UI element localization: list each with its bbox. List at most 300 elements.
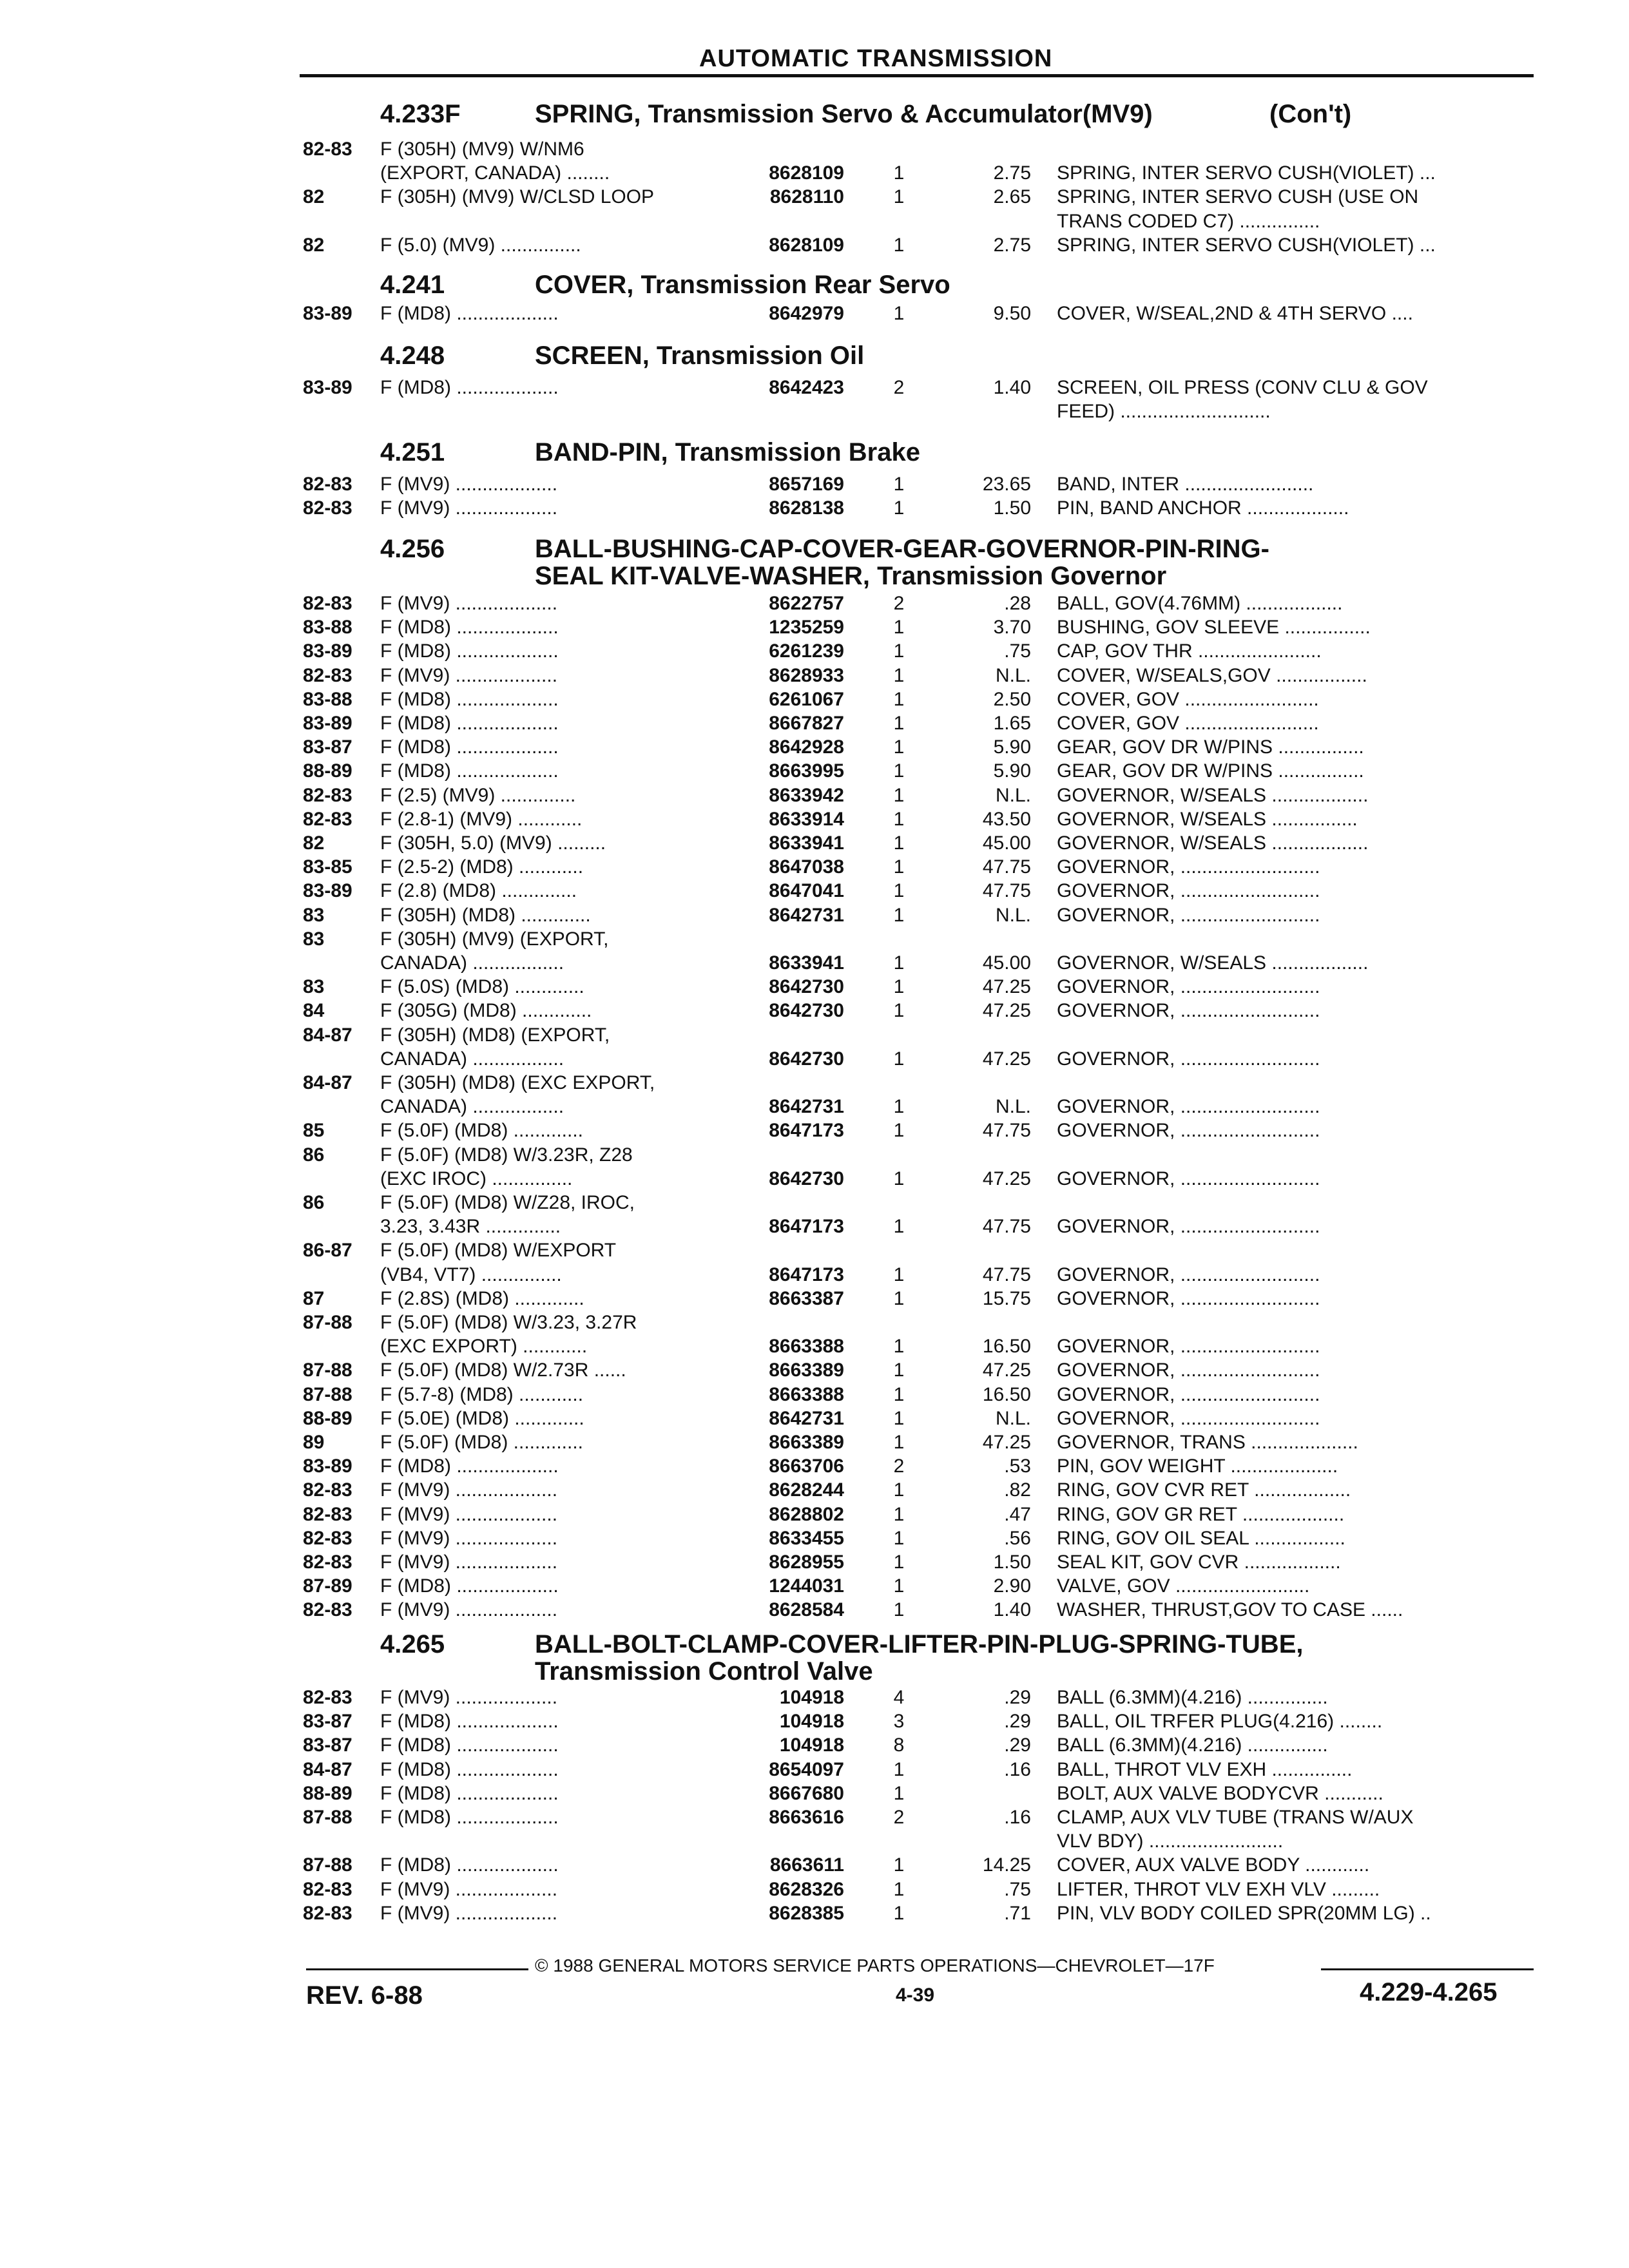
model-year: 82-83 bbox=[303, 1552, 352, 1573]
application: F (305H) (MV9) W/CLSD LOOP bbox=[380, 186, 655, 208]
model-year: 87-88 bbox=[303, 1383, 352, 1405]
quantity: 1 bbox=[893, 1168, 905, 1189]
description: SPRING, INTER SERVO CUSH (USE ON bbox=[1057, 186, 1419, 208]
application: F (MV9) ................... bbox=[380, 1599, 558, 1621]
application: (EXC EXPORT) ............ bbox=[380, 1336, 588, 1358]
part-number: 8663388 bbox=[769, 1383, 844, 1405]
quantity: 1 bbox=[893, 1432, 905, 1453]
quantity: 1 bbox=[893, 1854, 905, 1876]
application: (EXC IROC) ............... bbox=[380, 1168, 573, 1189]
model-year: 87-88 bbox=[303, 1807, 352, 1828]
model-year: 82-83 bbox=[303, 1527, 352, 1549]
price: 47.75 bbox=[982, 1120, 1031, 1142]
model-year: 83-89 bbox=[303, 1456, 352, 1477]
model-year: 82-83 bbox=[303, 808, 352, 830]
quantity: 2 bbox=[893, 1807, 905, 1828]
application: F (305H) (MV9) W/NM6 bbox=[380, 139, 584, 160]
quantity: 1 bbox=[893, 1287, 905, 1309]
model-year: 83-88 bbox=[303, 688, 352, 710]
quantity: 1 bbox=[893, 688, 905, 710]
section-number: 4.241 bbox=[380, 271, 445, 299]
quantity: 1 bbox=[893, 640, 905, 662]
description: GOVERNOR, W/SEALS .................. bbox=[1057, 784, 1369, 806]
price: N.L. bbox=[995, 1407, 1031, 1429]
application: F (5.0F) (MD8) W/3.23, 3.27R bbox=[380, 1312, 637, 1333]
quantity: 1 bbox=[893, 1048, 905, 1070]
section-heading bbox=[380, 1630, 1304, 1686]
part-number: 8628326 bbox=[769, 1878, 844, 1900]
model-year: 84-87 bbox=[303, 1072, 352, 1093]
model-year: 83-87 bbox=[303, 1711, 352, 1733]
application: F (2.5) (MV9) .............. bbox=[380, 784, 576, 806]
part-number: 1235259 bbox=[769, 617, 844, 639]
description: BOLT, AUX VALVE BODYCVR ........... bbox=[1057, 1782, 1383, 1804]
price: 47.25 bbox=[982, 1432, 1031, 1453]
description: SPRING, INTER SERVO CUSH(VIOLET) ... bbox=[1057, 234, 1436, 256]
model-year: 82-83 bbox=[303, 1687, 352, 1708]
model-year: 82 bbox=[303, 832, 325, 854]
description: SPRING, INTER SERVO CUSH(VIOLET) ... bbox=[1057, 162, 1436, 184]
quantity: 1 bbox=[893, 904, 905, 926]
part-number: 6261239 bbox=[769, 640, 844, 662]
price: 47.25 bbox=[982, 1000, 1031, 1022]
quantity: 1 bbox=[893, 1407, 905, 1429]
price: .16 bbox=[1004, 1758, 1031, 1780]
section-title: BALL-BUSHING-CAP-COVER-GEAR-GOVERNOR-PIN-RING- bbox=[535, 535, 1269, 563]
price: 1.40 bbox=[993, 1599, 1031, 1621]
application: F (MD8) ................... bbox=[380, 1782, 559, 1804]
application: F (5.0F) (MD8) W/Z28, IROC, bbox=[380, 1192, 635, 1213]
model-year: 84-87 bbox=[303, 1024, 352, 1046]
price: 47.75 bbox=[982, 856, 1031, 878]
price: 47.25 bbox=[982, 1048, 1031, 1070]
section-title-line2: Transmission Control Valve bbox=[535, 1657, 873, 1686]
quantity: 1 bbox=[893, 808, 905, 830]
part-number: 8663387 bbox=[769, 1287, 844, 1309]
quantity: 1 bbox=[893, 186, 905, 208]
description: VLV BDY) ......................... bbox=[1057, 1831, 1284, 1852]
part-number: 104918 bbox=[779, 1711, 844, 1733]
part-number: 8654097 bbox=[769, 1758, 844, 1780]
description: GOVERNOR, W/SEALS .................. bbox=[1057, 952, 1369, 974]
description: COVER, W/SEAL,2ND & 4TH SERVO .... bbox=[1057, 303, 1413, 324]
application: F (MD8) ................... bbox=[380, 617, 559, 639]
model-year: 83-88 bbox=[303, 617, 352, 639]
price: 47.25 bbox=[982, 1168, 1031, 1189]
quantity: 1 bbox=[893, 664, 905, 686]
section-number: 4.265 bbox=[380, 1630, 445, 1658]
description: SCREEN, OIL PRESS (CONV CLU & GOV bbox=[1057, 377, 1428, 398]
quantity: 1 bbox=[893, 162, 905, 184]
description: GOVERNOR, .......................... bbox=[1057, 904, 1320, 926]
model-year: 86 bbox=[303, 1192, 325, 1213]
model-year: 86-87 bbox=[303, 1240, 352, 1262]
quantity: 1 bbox=[893, 1902, 905, 1924]
section-number: 4.251 bbox=[380, 438, 445, 466]
quantity: 1 bbox=[893, 760, 905, 782]
model-year: 83 bbox=[303, 976, 325, 998]
quantity: 1 bbox=[893, 952, 905, 974]
description: BALL (6.3MM)(4.216) ............... bbox=[1057, 1735, 1328, 1756]
quantity: 1 bbox=[893, 1120, 905, 1142]
price: 1.50 bbox=[993, 1552, 1031, 1573]
price: 2.75 bbox=[993, 162, 1031, 184]
page-header: AUTOMATIC TRANSMISSION bbox=[699, 45, 1053, 72]
price: 47.25 bbox=[982, 976, 1031, 998]
section-range: 4.229-4.265 bbox=[1360, 1978, 1498, 2006]
part-number: 8622757 bbox=[769, 593, 844, 614]
model-year: 87-88 bbox=[303, 1312, 352, 1333]
price: 45.00 bbox=[982, 832, 1031, 854]
part-number: 8642730 bbox=[769, 976, 844, 998]
description: GOVERNOR, .......................... bbox=[1057, 1383, 1320, 1405]
description: GOVERNOR, W/SEALS ................ bbox=[1057, 808, 1358, 830]
model-year: 82-83 bbox=[303, 784, 352, 806]
description: CLAMP, AUX VLV TUBE (TRANS W/AUX bbox=[1057, 1807, 1414, 1828]
quantity: 1 bbox=[893, 1096, 905, 1118]
quantity: 1 bbox=[893, 1264, 905, 1285]
quantity: 1 bbox=[893, 1599, 905, 1621]
part-number: 8642423 bbox=[769, 377, 844, 398]
application: F (MV9) ................... bbox=[380, 1552, 558, 1573]
price: 15.75 bbox=[982, 1287, 1031, 1309]
application: F (MV9) ................... bbox=[380, 1902, 558, 1924]
quantity: 1 bbox=[893, 1216, 905, 1238]
price: 45.00 bbox=[982, 952, 1031, 974]
quantity: 1 bbox=[893, 976, 905, 998]
application: F (MV9) ................... bbox=[380, 1878, 558, 1900]
quantity: 1 bbox=[893, 1503, 905, 1525]
application: F (MD8) ................... bbox=[380, 1456, 559, 1477]
price: 43.50 bbox=[982, 808, 1031, 830]
description: WASHER, THRUST,GOV TO CASE ...... bbox=[1057, 1599, 1403, 1621]
part-number: 104918 bbox=[779, 1687, 844, 1708]
price: 47.75 bbox=[982, 880, 1031, 902]
quantity: 2 bbox=[893, 1456, 905, 1477]
description: GOVERNOR, .......................... bbox=[1057, 1407, 1320, 1429]
price: 1.65 bbox=[993, 713, 1031, 734]
application: F (MD8) ................... bbox=[380, 1854, 559, 1876]
description: PIN, BAND ANCHOR ................... bbox=[1057, 497, 1349, 519]
part-number: 8663616 bbox=[769, 1807, 844, 1828]
model-year: 83-87 bbox=[303, 1735, 352, 1756]
application: (VB4, VT7) ............... bbox=[380, 1264, 562, 1285]
part-number: 8642730 bbox=[769, 1168, 844, 1189]
quantity: 1 bbox=[893, 784, 905, 806]
part-number: 8633455 bbox=[769, 1527, 844, 1549]
application: F (2.8S) (MD8) ............. bbox=[380, 1287, 584, 1309]
part-number: 8642928 bbox=[769, 736, 844, 758]
description: GOVERNOR, .......................... bbox=[1057, 856, 1320, 878]
quantity: 4 bbox=[893, 1687, 905, 1708]
description: GOVERNOR, .......................... bbox=[1057, 1287, 1320, 1309]
model-year: 82-83 bbox=[303, 497, 352, 519]
model-year: 87-88 bbox=[303, 1854, 352, 1876]
quantity: 1 bbox=[893, 1878, 905, 1900]
section-heading bbox=[380, 271, 950, 300]
application: F (MD8) ................... bbox=[380, 303, 559, 324]
price: 2.50 bbox=[993, 688, 1031, 710]
part-number: 8663706 bbox=[769, 1456, 844, 1477]
application: F (5.7-8) (MD8) ............ bbox=[380, 1383, 584, 1405]
application: F (5.0) (MV9) ............... bbox=[380, 234, 581, 256]
price: 2.90 bbox=[993, 1575, 1031, 1597]
part-number: 6261067 bbox=[769, 688, 844, 710]
application: F (305H, 5.0) (MV9) ......... bbox=[380, 832, 606, 854]
section-title: SPRING, Transmission Servo & Accumulator(MV9) bbox=[535, 100, 1153, 128]
part-number: 8633941 bbox=[769, 952, 844, 974]
price: .71 bbox=[1004, 1902, 1031, 1924]
description: RING, GOV CVR RET .................. bbox=[1057, 1479, 1351, 1501]
section-title: BALL-BOLT-CLAMP-COVER-LIFTER-PIN-PLUG-SPRING-TUBE, bbox=[535, 1630, 1304, 1658]
part-number: 8633914 bbox=[769, 808, 844, 830]
description: RING, GOV OIL SEAL ................. bbox=[1057, 1527, 1345, 1549]
price: .29 bbox=[1004, 1687, 1031, 1708]
part-number: 8628138 bbox=[769, 497, 844, 519]
price: 14.25 bbox=[982, 1854, 1031, 1876]
part-number: 8628955 bbox=[769, 1552, 844, 1573]
part-number: 1244031 bbox=[769, 1575, 844, 1597]
section-number: 4.248 bbox=[380, 341, 445, 370]
quantity: 1 bbox=[893, 1336, 905, 1358]
quantity: 1 bbox=[893, 713, 905, 734]
part-number: 8647173 bbox=[769, 1216, 844, 1238]
model-year: 82-83 bbox=[303, 1479, 352, 1501]
quantity: 1 bbox=[893, 1000, 905, 1022]
model-year: 85 bbox=[303, 1120, 325, 1142]
application: F (5.0S) (MD8) ............. bbox=[380, 976, 584, 998]
model-year: 89 bbox=[303, 1432, 325, 1453]
description: GOVERNOR, TRANS .................... bbox=[1057, 1432, 1358, 1453]
model-year: 83-87 bbox=[303, 736, 352, 758]
quantity: 1 bbox=[893, 1575, 905, 1597]
section-title: SCREEN, Transmission Oil bbox=[535, 341, 865, 370]
price: 1.50 bbox=[993, 497, 1031, 519]
description: GOVERNOR, .......................... bbox=[1057, 880, 1320, 902]
model-year: 82 bbox=[303, 186, 325, 208]
application: F (5.0F) (MD8) ............. bbox=[380, 1432, 584, 1453]
application: F (5.0F) (MD8) W/2.73R ...... bbox=[380, 1360, 626, 1381]
application: F (MD8) ................... bbox=[380, 1575, 559, 1597]
price: .29 bbox=[1004, 1735, 1031, 1756]
application: F (MV9) ................... bbox=[380, 497, 558, 519]
application: F (MD8) ................... bbox=[380, 713, 559, 734]
part-number: 8642979 bbox=[769, 303, 844, 324]
description: GOVERNOR, .......................... bbox=[1057, 1336, 1320, 1358]
price: 2.75 bbox=[993, 234, 1031, 256]
model-year: 83-89 bbox=[303, 713, 352, 734]
part-number: 8628933 bbox=[769, 664, 844, 686]
section-heading bbox=[380, 438, 920, 467]
application: F (5.0E) (MD8) ............. bbox=[380, 1407, 584, 1429]
quantity: 1 bbox=[893, 474, 905, 495]
quantity: 1 bbox=[893, 1479, 905, 1501]
application: F (5.0F) (MD8) ............. bbox=[380, 1120, 584, 1142]
quantity: 1 bbox=[893, 1360, 905, 1381]
description: BALL, GOV(4.76MM) .................. bbox=[1057, 593, 1343, 614]
price: 16.50 bbox=[982, 1383, 1031, 1405]
model-year: 83 bbox=[303, 904, 325, 926]
application: F (MD8) ................... bbox=[380, 1807, 559, 1828]
application: 3.23, 3.43R .............. bbox=[380, 1216, 561, 1238]
quantity: 1 bbox=[893, 1527, 905, 1549]
description: RING, GOV GR RET ................... bbox=[1057, 1503, 1345, 1525]
model-year: 83-89 bbox=[303, 377, 352, 398]
application: F (5.0F) (MD8) W/3.23R, Z28 bbox=[380, 1144, 633, 1166]
footer-copyright: © 1988 GENERAL MOTORS SERVICE PARTS OPERATIONS—CHEVROLET—17F bbox=[535, 1956, 1215, 1975]
description: GOVERNOR, .......................... bbox=[1057, 1168, 1320, 1189]
quantity: 1 bbox=[893, 234, 905, 256]
quantity: 1 bbox=[893, 497, 905, 519]
application: CANADA) ................. bbox=[380, 952, 564, 974]
description: BALL (6.3MM)(4.216) ............... bbox=[1057, 1687, 1328, 1708]
price: 47.75 bbox=[982, 1264, 1031, 1285]
part-number: 8633941 bbox=[769, 832, 844, 854]
quantity: 1 bbox=[893, 880, 905, 902]
quantity: 1 bbox=[893, 1782, 905, 1804]
model-year: 86 bbox=[303, 1144, 325, 1166]
section-number: 4.233F bbox=[380, 100, 461, 128]
revision-label: REV. 6-88 bbox=[306, 1981, 423, 2010]
quantity: 1 bbox=[893, 1552, 905, 1573]
part-number: 8642731 bbox=[769, 1096, 844, 1118]
quantity: 1 bbox=[893, 736, 905, 758]
price: 47.75 bbox=[982, 1216, 1031, 1238]
part-number: 8663995 bbox=[769, 760, 844, 782]
model-year: 83-89 bbox=[303, 303, 352, 324]
price: 9.50 bbox=[993, 303, 1031, 324]
part-number: 8628802 bbox=[769, 1503, 844, 1525]
price: N.L. bbox=[995, 1096, 1031, 1118]
description: SEAL KIT, GOV CVR .................. bbox=[1057, 1552, 1341, 1573]
part-number: 8647173 bbox=[769, 1120, 844, 1142]
description: BAND, INTER ........................ bbox=[1057, 474, 1314, 495]
part-number: 8642731 bbox=[769, 904, 844, 926]
application: F (MV9) ................... bbox=[380, 664, 558, 686]
application: (EXPORT, CANADA) ........ bbox=[380, 162, 610, 184]
part-number: 8647173 bbox=[769, 1264, 844, 1285]
description: GOVERNOR, .......................... bbox=[1057, 1120, 1320, 1142]
application: F (MD8) ................... bbox=[380, 640, 559, 662]
part-number: 8628109 bbox=[769, 162, 844, 184]
model-year: 88-89 bbox=[303, 1407, 352, 1429]
model-year: 83-89 bbox=[303, 880, 352, 902]
model-year: 84 bbox=[303, 1000, 325, 1022]
quantity: 1 bbox=[893, 832, 905, 854]
quantity: 8 bbox=[893, 1735, 905, 1756]
model-year: 87-88 bbox=[303, 1360, 352, 1381]
description: GEAR, GOV DR W/PINS ................ bbox=[1057, 736, 1364, 758]
footer-rule-left bbox=[306, 1968, 528, 1970]
description: COVER, GOV ......................... bbox=[1057, 713, 1319, 734]
part-number: 8628109 bbox=[769, 234, 844, 256]
part-number: 8657169 bbox=[769, 474, 844, 495]
quantity: 1 bbox=[893, 1383, 905, 1405]
description: BALL, OIL TRFER PLUG(4.216) ........ bbox=[1057, 1711, 1383, 1733]
quantity: 1 bbox=[893, 303, 905, 324]
section-title: BAND-PIN, Transmission Brake bbox=[535, 438, 920, 466]
price: 1.40 bbox=[993, 377, 1031, 398]
model-year: 82-83 bbox=[303, 1902, 352, 1924]
description: GEAR, GOV DR W/PINS ................ bbox=[1057, 760, 1364, 782]
application: F (2.5-2) (MD8) ............ bbox=[380, 856, 584, 878]
description: GOVERNOR, .......................... bbox=[1057, 1216, 1320, 1238]
price: N.L. bbox=[995, 664, 1031, 686]
application: F (MV9) ................... bbox=[380, 1479, 558, 1501]
part-number: 8642730 bbox=[769, 1000, 844, 1022]
model-year: 88-89 bbox=[303, 760, 352, 782]
part-number: 8628385 bbox=[769, 1902, 844, 1924]
quantity: 1 bbox=[893, 617, 905, 639]
description: LIFTER, THROT VLV EXH VLV ......... bbox=[1057, 1878, 1380, 1900]
application: F (MV9) ................... bbox=[380, 474, 558, 495]
price: .16 bbox=[1004, 1807, 1031, 1828]
price: .53 bbox=[1004, 1456, 1031, 1477]
part-number: 8633942 bbox=[769, 784, 844, 806]
price: .56 bbox=[1004, 1527, 1031, 1549]
description: VALVE, GOV ......................... bbox=[1057, 1575, 1310, 1597]
description: COVER, W/SEALS,GOV ................. bbox=[1057, 664, 1367, 686]
model-year: 87 bbox=[303, 1287, 325, 1309]
model-year: 84-87 bbox=[303, 1758, 352, 1780]
price: 2.65 bbox=[993, 186, 1031, 208]
price: .28 bbox=[1004, 593, 1031, 614]
part-number: 8663389 bbox=[769, 1432, 844, 1453]
price: .82 bbox=[1004, 1479, 1031, 1501]
application: F (5.0F) (MD8) W/EXPORT bbox=[380, 1240, 617, 1262]
model-year: 82-83 bbox=[303, 474, 352, 495]
model-year: 82-83 bbox=[303, 593, 352, 614]
section-continued: (Con't) bbox=[1269, 100, 1352, 128]
part-number: 8647038 bbox=[769, 856, 844, 878]
page-number: 4-39 bbox=[896, 1984, 935, 2006]
description: PIN, GOV WEIGHT .................... bbox=[1057, 1456, 1338, 1477]
quantity: 2 bbox=[893, 593, 905, 614]
price: .47 bbox=[1004, 1503, 1031, 1525]
part-number: 8663611 bbox=[769, 1854, 844, 1876]
part-number: 8628584 bbox=[769, 1599, 844, 1621]
part-number: 8667827 bbox=[769, 713, 844, 734]
part-number: 104918 bbox=[779, 1735, 844, 1756]
price: N.L. bbox=[995, 904, 1031, 926]
model-year: 83 bbox=[303, 928, 325, 950]
model-year: 82-83 bbox=[303, 139, 352, 160]
section-heading bbox=[380, 100, 1352, 129]
price: N.L. bbox=[995, 784, 1031, 806]
application: F (2.8-1) (MV9) ............ bbox=[380, 808, 583, 830]
description: GOVERNOR, .......................... bbox=[1057, 1000, 1320, 1022]
part-number: 8642731 bbox=[769, 1407, 844, 1429]
part-number: 8663389 bbox=[769, 1360, 844, 1381]
price: 3.70 bbox=[993, 617, 1031, 639]
part-number: 8647041 bbox=[769, 880, 844, 902]
application: F (MD8) ................... bbox=[380, 760, 559, 782]
price: .75 bbox=[1004, 640, 1031, 662]
application: F (MV9) ................... bbox=[380, 1527, 558, 1549]
header-rule bbox=[300, 74, 1534, 77]
description: COVER, AUX VALVE BODY ............ bbox=[1057, 1854, 1370, 1876]
application: F (2.8) (MD8) .............. bbox=[380, 880, 577, 902]
price: .75 bbox=[1004, 1878, 1031, 1900]
section-heading bbox=[380, 341, 865, 370]
part-number: 8628110 bbox=[769, 186, 844, 208]
model-year: 82-83 bbox=[303, 1503, 352, 1525]
price: .29 bbox=[1004, 1711, 1031, 1733]
description: GOVERNOR, .......................... bbox=[1057, 1264, 1320, 1285]
model-year: 88-89 bbox=[303, 1782, 352, 1804]
application: F (MD8) ................... bbox=[380, 377, 559, 398]
part-number: 8667680 bbox=[769, 1782, 844, 1804]
